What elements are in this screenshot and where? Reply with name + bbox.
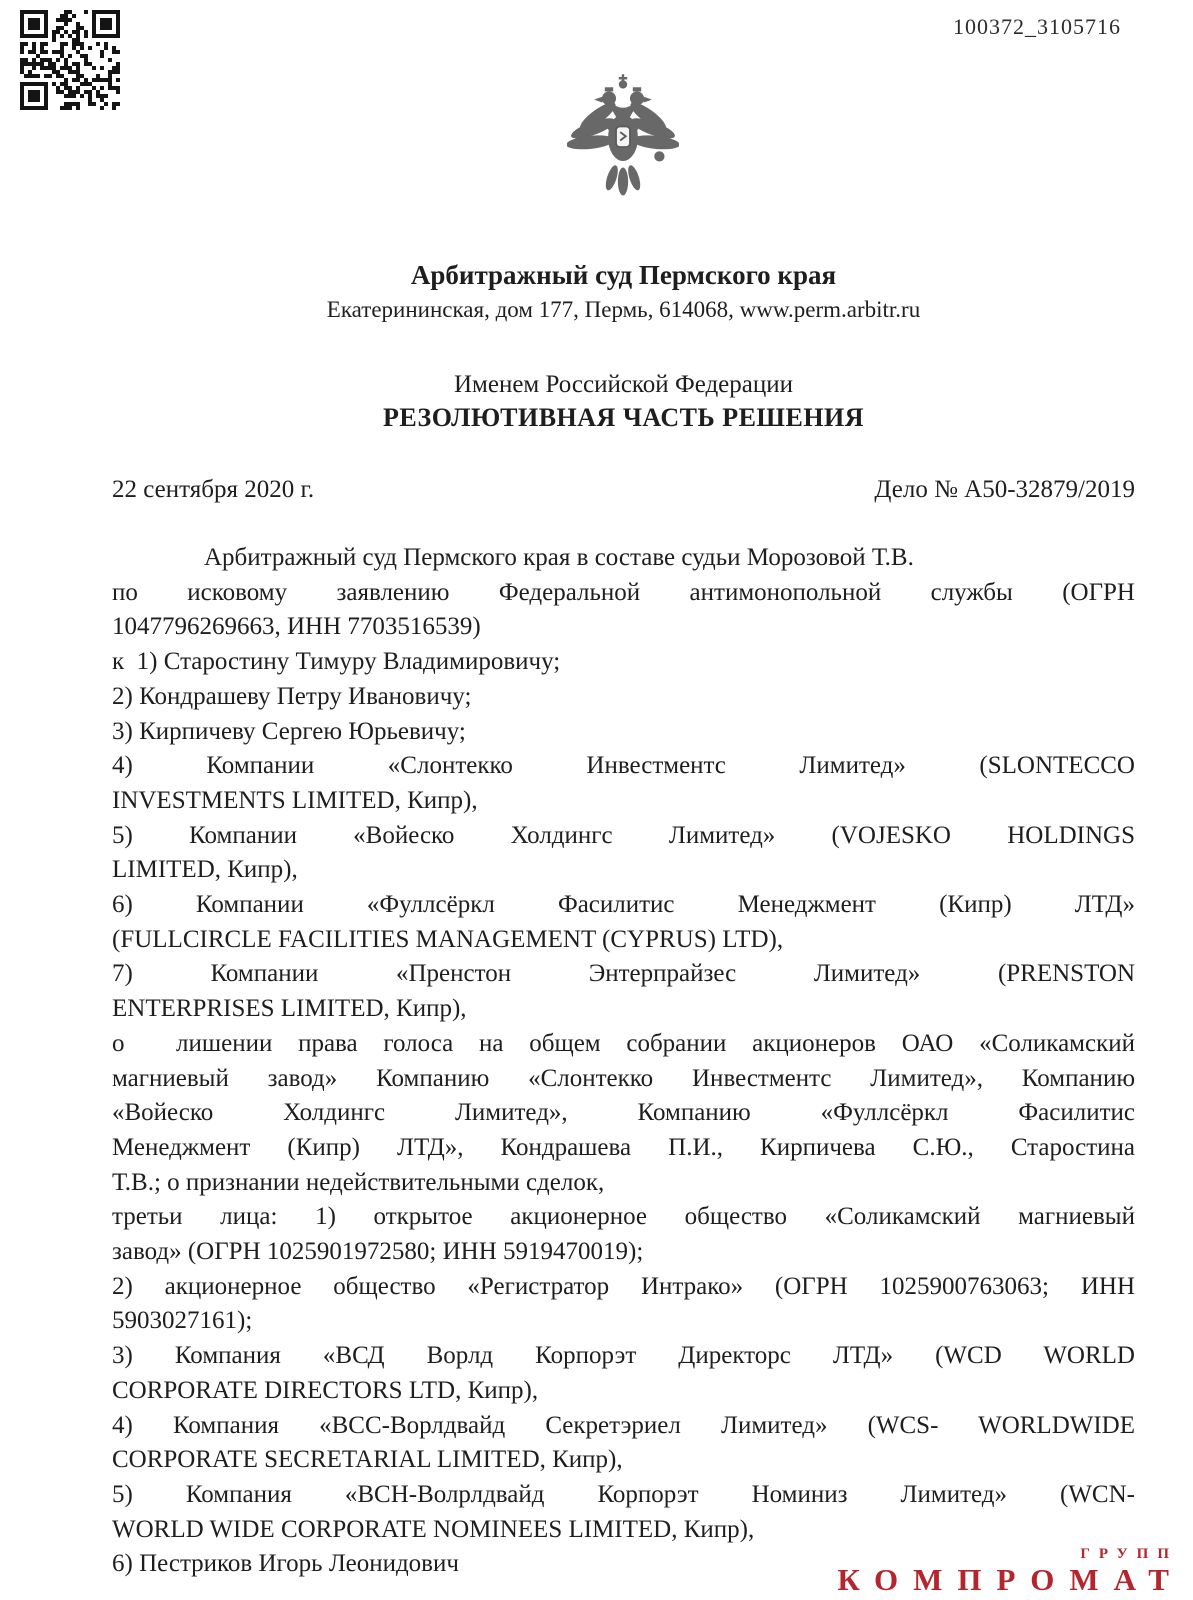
- body-line: CORPORATE DIRECTORS LTD, Кипр),: [112, 1376, 539, 1404]
- in-the-name-line: Именем Российской Федерации: [453, 371, 794, 398]
- body-line: 4) Компания «ВСС-Ворлдвайд Секретэриел Лимитед» (WCS- WORLDWIDE: [112, 1411, 1135, 1439]
- body-line: магниевый завод» Компанию «Слонтекко Инвестментс Лимитед», Компанию: [112, 1064, 1135, 1092]
- body-line: 3) Компания «ВСД Ворлд Корпорэт Директорс ЛТД» (WCD WORLD: [112, 1342, 1135, 1370]
- body-line: INVESTMENTS LIMITED, Кипр),: [112, 786, 478, 814]
- body-line: Т.В.; о признании недействительными сделок,: [112, 1168, 605, 1196]
- kompromat-watermark: [837, 1546, 1184, 1597]
- body-line: 6) Пестриков Игорь Леонидович: [112, 1550, 459, 1578]
- body-line: 5) Компания «ВСН-Волрлдвайд Корпорэт Номиниз Лимитед» (WCN-: [112, 1480, 1135, 1508]
- watermark-kompromat-label: КОМПРОМАТ: [837, 1562, 1184, 1597]
- case-meta-row: [112, 476, 1135, 504]
- document-number: 100372_3105716: [953, 14, 1121, 39]
- watermark-group-label: ГРУПП: [1080, 1546, 1178, 1562]
- body-line: 2) Кондрашеву Петру Ивановичу;: [112, 682, 472, 710]
- document-content: [112, 0, 1135, 1600]
- body-line: третьи лица: 1) открытое акционерное общество «Соликамский магниевый: [112, 1203, 1135, 1231]
- court-name: Арбитражный суд Пермского края: [410, 260, 837, 290]
- body-line: 5903027161);: [112, 1307, 253, 1335]
- body-line: 2) акционерное общество «Регистратор Интрако» (ОГРН 1025900763063; ИНН: [112, 1272, 1135, 1300]
- body-line: ENTERPRISES LIMITED, Кипр),: [112, 995, 467, 1023]
- body-line: LIMITED, Кипр),: [112, 856, 298, 884]
- body-line: завод» (ОГРН 1025901972580; ИНН 5919470019);: [112, 1238, 644, 1266]
- case-number: Дело № А50-32879/2019: [874, 476, 1135, 503]
- body-line: 4) Компании «Слонтекко Инвестментс Лимитед» (SLONTECCO: [112, 752, 1135, 780]
- body-line: о лишении права голоса на общем собрании акционеров ОАО «Соликамский: [112, 1029, 1135, 1057]
- document-title: РЕЗОЛЮТИВНАЯ ЧАСТЬ РЕШЕНИЯ: [382, 403, 865, 432]
- body-line: 1047796269663, ИНН 7703516539): [112, 613, 481, 641]
- body-line: 6) Компании «Фуллсёркл Фасилитис Менеджмент (Кипр) ЛТД»: [112, 891, 1135, 919]
- body-line: к 1) Старостину Тимуру Владимировичу;: [112, 648, 561, 676]
- body-line: CORPORATE SECRETARIAL LIMITED, Кипр),: [112, 1446, 623, 1474]
- qr-code-icon: [20, 10, 120, 115]
- body-line: Арбитражный суд Пермского края в составе судьи Морозовой Т.В.: [204, 544, 914, 571]
- body-line: (FULLCIRCLE FACILITIES MANAGEMENT (CYPRUS) LTD),: [112, 925, 784, 953]
- body-line: WORLD WIDE CORPORATE NOMINEES LIMITED, Кипр),: [112, 1515, 755, 1543]
- body-line: Менеджмент (Кипр) ЛТД», Кондрашева П.И., Кирпичева С.Ю., Старостина: [112, 1133, 1135, 1161]
- body-line: по исковому заявлению Федеральной антимонопольной службы (ОГРН: [112, 578, 1135, 606]
- body-line: 3) Кирпичеву Сергею Юрьевичу;: [112, 717, 466, 745]
- body-line: 5) Компании «Войеско Холдингс Лимитед» (VOJESKO HOLDINGS: [112, 821, 1135, 849]
- court-address: Екатерининская, дом 177, Пермь, 614068, www.perm.arbitr.ru: [326, 297, 921, 322]
- decision-date: 22 сентября 2020 г.: [112, 476, 315, 503]
- body-line: «Войеско Холдингс Лимитед», Компанию «Фуллсёркл Фасилитис: [112, 1099, 1135, 1127]
- document-body: [112, 541, 1135, 1582]
- body-line: 7) Компании «Пренстон Энтерпрайзес Лимитед» (PRENSTON: [112, 960, 1135, 988]
